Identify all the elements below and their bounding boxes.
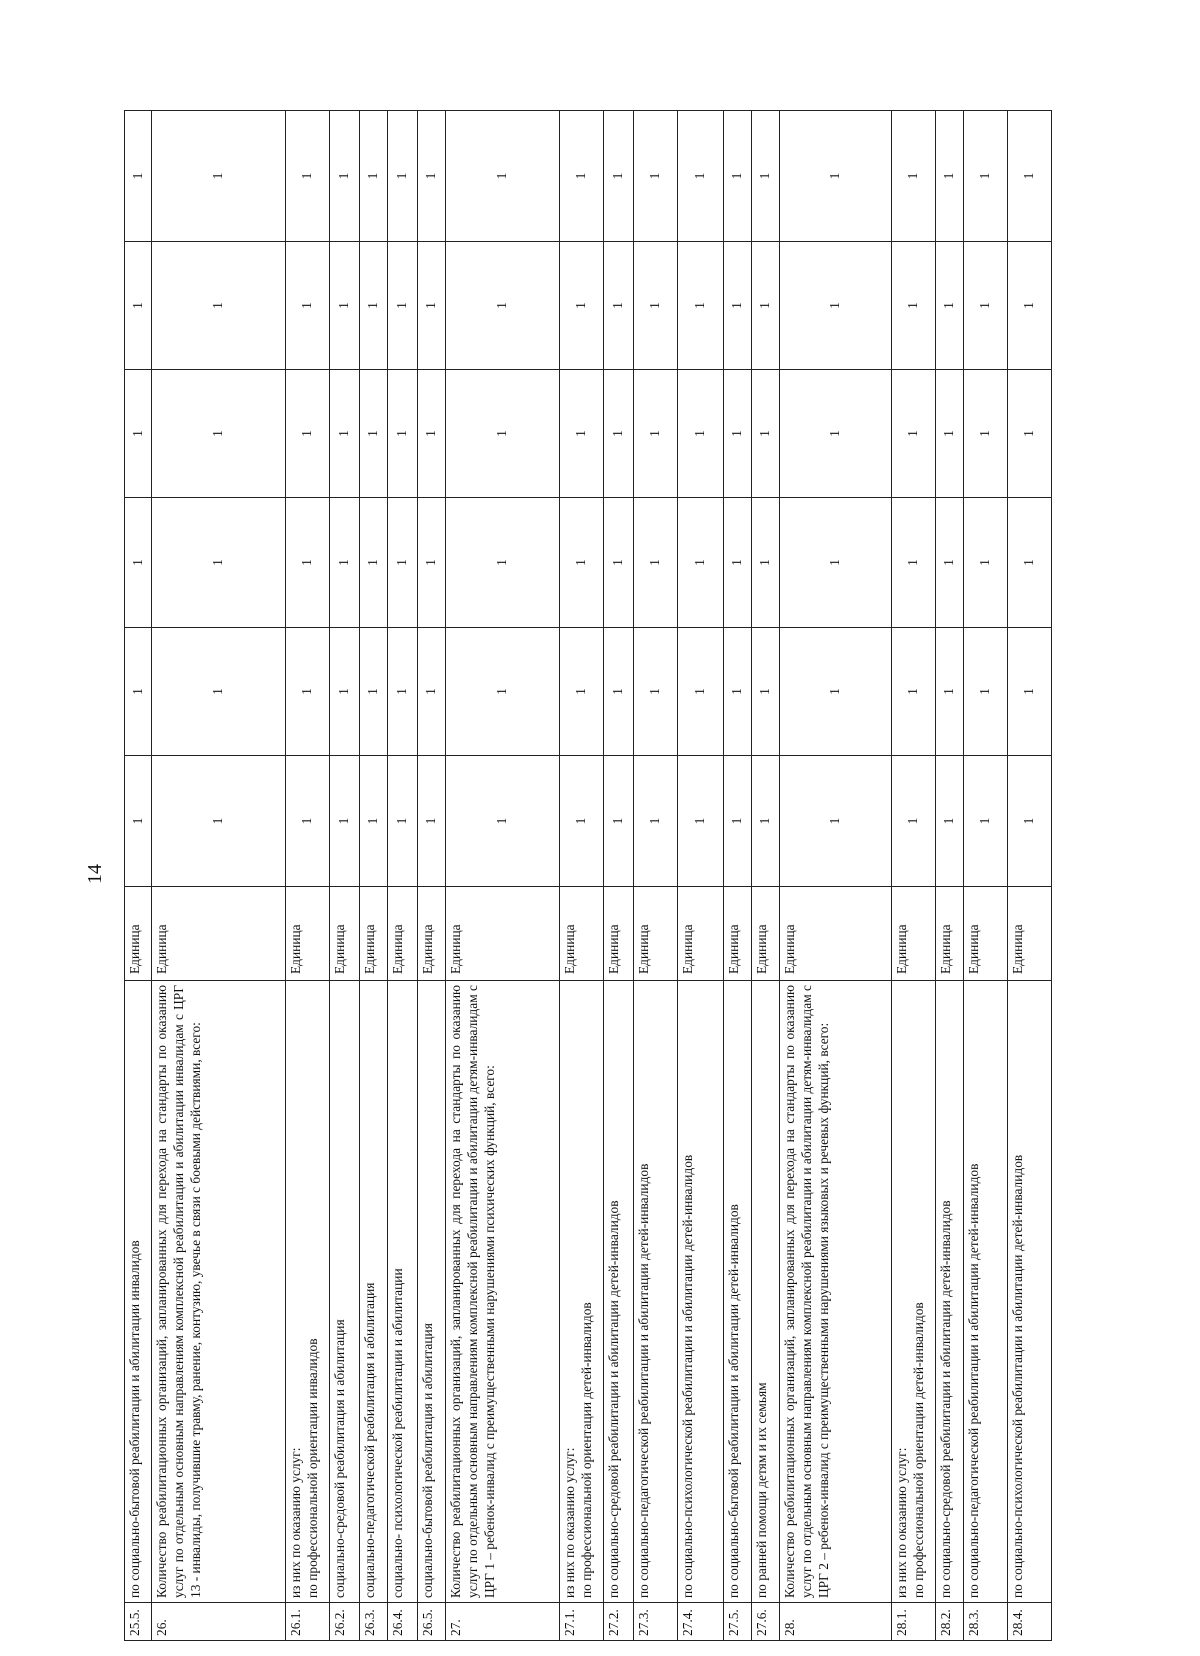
value-cell: 1 (678, 242, 724, 370)
value-cell: 1 (152, 498, 286, 628)
value-cell: 1 (446, 498, 560, 628)
value-cell: 1 (936, 111, 964, 242)
row-unit: Единица (418, 887, 446, 981)
value-cell: 1 (780, 628, 892, 756)
row-unit: Единица (678, 887, 724, 981)
row-unit: Единица (634, 887, 678, 981)
value-cell: 1 (752, 756, 780, 887)
value-cell: 1 (780, 756, 892, 887)
value-cell: 1 (752, 242, 780, 370)
value-cell: 1 (892, 498, 936, 628)
value-cell: 1 (125, 498, 152, 628)
value-cell: 1 (724, 242, 752, 370)
value-cell: 1 (604, 242, 634, 370)
table-row (330, 111, 360, 1641)
value-cell: 1 (1008, 498, 1052, 628)
value-cell: 1 (634, 370, 678, 498)
table-row (418, 111, 446, 1641)
value-cell: 1 (388, 370, 418, 498)
value-cell: 1 (964, 242, 1008, 370)
description-line: Количество реабилитационных организаций, запланированных для перехода на стандарты по оказанию услуг по отдельным основным направлениям комплексной реабилитации и абилитации инвалидам с ЦРГ 13 - инвалиды, получившие травму, ранение, контузию, увечье в связи с боевыми действиями, всего: (154, 985, 203, 1598)
value-cell: 1 (152, 370, 286, 498)
row-unit: Единица (724, 887, 752, 981)
value-cell: 1 (634, 111, 678, 242)
description-line: социально-средовой реабилитация и абилитация (332, 1319, 347, 1598)
value-cell: 1 (724, 498, 752, 628)
row-description (388, 981, 418, 1603)
table-row (678, 111, 724, 1641)
row-number: 27.2. (604, 1603, 634, 1641)
value-cell: 1 (678, 111, 724, 242)
table-row (125, 111, 152, 1641)
row-description (330, 981, 360, 1603)
value-cell: 1 (418, 756, 446, 887)
row-unit: Единица (360, 887, 388, 981)
table-row (780, 111, 892, 1641)
row-number: 26.1. (286, 1603, 330, 1641)
value-cell: 1 (892, 111, 936, 242)
row-unit: Единица (964, 887, 1008, 981)
value-cell: 1 (780, 498, 892, 628)
value-cell: 1 (388, 628, 418, 756)
value-cell: 1 (1008, 370, 1052, 498)
value-cell: 1 (418, 111, 446, 242)
row-number: 28.3. (964, 1603, 1008, 1641)
value-cell: 1 (892, 370, 936, 498)
value-cell: 1 (125, 242, 152, 370)
row-unit: Единица (446, 887, 560, 981)
value-cell: 1 (604, 756, 634, 887)
value-cell: 1 (604, 628, 634, 756)
row-unit: Единица (752, 887, 780, 981)
value-cell: 1 (152, 756, 286, 887)
row-description (152, 981, 286, 1603)
table-container (124, 111, 1104, 1641)
row-number: 25.5. (125, 1603, 152, 1641)
row-unit: Единица (152, 887, 286, 981)
value-cell: 1 (446, 111, 560, 242)
row-unit: Единица (560, 887, 604, 981)
table-row (360, 111, 388, 1641)
value-cell: 1 (125, 628, 152, 756)
value-cell: 1 (604, 498, 634, 628)
value-cell: 1 (964, 756, 1008, 887)
value-cell: 1 (360, 498, 388, 628)
value-cell: 1 (330, 111, 360, 242)
value-cell: 1 (936, 756, 964, 887)
value-cell: 1 (724, 370, 752, 498)
value-cell: 1 (634, 756, 678, 887)
value-cell: 1 (360, 370, 388, 498)
row-description (964, 981, 1008, 1603)
row-description (125, 981, 152, 1603)
value-cell: 1 (125, 370, 152, 498)
value-cell: 1 (678, 498, 724, 628)
value-cell: 1 (446, 628, 560, 756)
value-cell: 1 (724, 756, 752, 887)
table-row (152, 111, 286, 1641)
row-unit: Единица (125, 887, 152, 981)
value-cell: 1 (964, 111, 1008, 242)
value-cell: 1 (1008, 111, 1052, 242)
description-line: по социально-педагогической реабилитации и абилитации детей-инвалидов (966, 1163, 981, 1598)
description-line: по социально-психологической реабилитации и абилитации детей-инвалидов (1010, 1154, 1025, 1598)
value-cell: 1 (418, 628, 446, 756)
table-row (388, 111, 418, 1641)
value-cell: 1 (892, 242, 936, 370)
value-cell: 1 (678, 628, 724, 756)
value-cell: 1 (1008, 628, 1052, 756)
value-cell: 1 (286, 242, 330, 370)
row-description (604, 981, 634, 1603)
row-number: 28.2. (936, 1603, 964, 1641)
value-cell: 1 (634, 242, 678, 370)
value-cell: 1 (286, 628, 330, 756)
description-line: социально-бытовой реабилитация и абилитация (420, 1323, 435, 1598)
value-cell: 1 (634, 628, 678, 756)
row-description (752, 981, 780, 1603)
description-line: социально- психологической реабилитации и абилитации (390, 1268, 405, 1598)
value-cell: 1 (560, 111, 604, 242)
description-line: из них по оказанию услуг: (288, 1447, 303, 1598)
row-description (892, 981, 936, 1603)
description-line: по социально-средовой реабилитации и абилитации детей-инвалидов (606, 1200, 621, 1598)
value-cell: 1 (286, 756, 330, 887)
value-cell: 1 (892, 628, 936, 756)
table-row (936, 111, 964, 1641)
row-unit: Единица (780, 887, 892, 981)
value-cell: 1 (330, 756, 360, 887)
description-line: из них по оказанию услуг: (562, 1447, 577, 1598)
value-cell: 1 (388, 242, 418, 370)
value-cell: 1 (936, 370, 964, 498)
table-row (724, 111, 752, 1641)
row-number: 26. (152, 1603, 286, 1641)
value-cell: 1 (446, 370, 560, 498)
value-cell: 1 (678, 370, 724, 498)
data-table (124, 110, 1052, 1641)
value-cell: 1 (560, 370, 604, 498)
value-cell: 1 (125, 756, 152, 887)
description-line: из них по оказанию услуг: (894, 1447, 909, 1598)
value-cell: 1 (560, 242, 604, 370)
table-body (125, 111, 1052, 1641)
table-row (286, 111, 330, 1641)
value-cell: 1 (418, 370, 446, 498)
value-cell: 1 (152, 242, 286, 370)
description-line: по социально-педагогической реабилитации и абилитации детей-инвалидов (636, 1163, 651, 1598)
description-line: Количество реабилитационных организаций, запланированных для перехода на стандарты по оказанию услуг по отдельным основным направлениям комплексной реабилитации и абилитации детям-инвалидам с ЦРГ 1 – ребенок-инвалид с преимущественными нарушениями психических функций, всего: (448, 985, 497, 1598)
row-unit: Единица (1008, 887, 1052, 981)
value-cell: 1 (724, 628, 752, 756)
row-unit: Единица (892, 887, 936, 981)
table-row (604, 111, 634, 1641)
description-line: по ранней помощи детям и их семьям (754, 1382, 769, 1598)
row-number: 28. (780, 1603, 892, 1641)
description-line: Количество реабилитационных организаций, запланированных для перехода на стандарты по оказанию услуг по отдельным основным направлениям комплексной реабилитации и абилитации детям-инвалидам с ЦРГ 2 – ребенок-инвалид с преимущественными нарушениями языковых и речевых функций, всего: (782, 985, 831, 1598)
row-description (1008, 981, 1052, 1603)
value-cell: 1 (560, 628, 604, 756)
value-cell: 1 (752, 628, 780, 756)
row-description (286, 981, 330, 1603)
description-line: по социально-средовой реабилитации и абилитации детей-инвалидов (938, 1200, 953, 1598)
description-line: по профессиональной ориентации инвалидов (304, 1338, 320, 1598)
value-cell: 1 (360, 111, 388, 242)
value-cell: 1 (604, 111, 634, 242)
value-cell: 1 (752, 370, 780, 498)
value-cell: 1 (780, 111, 892, 242)
row-description (446, 981, 560, 1603)
description-line: по социально-бытовой реабилитации и абилитации детей-инвалидов (726, 1204, 741, 1598)
row-unit: Единица (936, 887, 964, 981)
page-number: 14 (84, 864, 106, 884)
value-cell: 1 (724, 111, 752, 242)
value-cell: 1 (634, 498, 678, 628)
row-number: 26.2. (330, 1603, 360, 1641)
value-cell: 1 (152, 111, 286, 242)
table-row (560, 111, 604, 1641)
row-unit: Единица (330, 887, 360, 981)
value-cell: 1 (964, 498, 1008, 628)
value-cell: 1 (286, 111, 330, 242)
value-cell: 1 (964, 628, 1008, 756)
value-cell: 1 (360, 628, 388, 756)
value-cell: 1 (418, 242, 446, 370)
description-line: по профессиональной ориентации детей-инвалидов (578, 1302, 594, 1598)
value-cell: 1 (892, 756, 936, 887)
description-line: по социально-бытовой реабилитации и абилитации инвалидов (127, 1240, 142, 1598)
value-cell: 1 (286, 370, 330, 498)
value-cell: 1 (780, 242, 892, 370)
row-description (360, 981, 388, 1603)
value-cell: 1 (752, 498, 780, 628)
row-description (560, 981, 604, 1603)
value-cell: 1 (560, 498, 604, 628)
row-description (724, 981, 752, 1603)
value-cell: 1 (152, 628, 286, 756)
value-cell: 1 (1008, 242, 1052, 370)
value-cell: 1 (752, 111, 780, 242)
table-row (892, 111, 936, 1641)
value-cell: 1 (418, 498, 446, 628)
value-cell: 1 (330, 498, 360, 628)
value-cell: 1 (388, 111, 418, 242)
row-number: 26.3. (360, 1603, 388, 1641)
row-description (634, 981, 678, 1603)
value-cell: 1 (604, 370, 634, 498)
value-cell: 1 (286, 498, 330, 628)
value-cell: 1 (964, 370, 1008, 498)
row-number: 27.4. (678, 1603, 724, 1641)
table-row (634, 111, 678, 1641)
value-cell: 1 (388, 756, 418, 887)
value-cell: 1 (125, 111, 152, 242)
row-number: 27.5. (724, 1603, 752, 1641)
value-cell: 1 (330, 242, 360, 370)
value-cell: 1 (330, 370, 360, 498)
table-row (1008, 111, 1052, 1641)
table-row (964, 111, 1008, 1641)
value-cell: 1 (446, 242, 560, 370)
value-cell: 1 (330, 628, 360, 756)
row-number: 27.6. (752, 1603, 780, 1641)
value-cell: 1 (936, 628, 964, 756)
row-number: 26.5. (418, 1603, 446, 1641)
row-unit: Единица (604, 887, 634, 981)
value-cell: 1 (560, 756, 604, 887)
value-cell: 1 (936, 498, 964, 628)
row-description (418, 981, 446, 1603)
row-number: 28.1. (892, 1603, 936, 1641)
value-cell: 1 (936, 242, 964, 370)
value-cell: 1 (678, 756, 724, 887)
row-number: 27. (446, 1603, 560, 1641)
value-cell: 1 (360, 756, 388, 887)
description-line: социально-педагогической реабилитация и абилитация (362, 1282, 377, 1598)
row-number: 28.4. (1008, 1603, 1052, 1641)
value-cell: 1 (446, 756, 560, 887)
row-description (936, 981, 964, 1603)
row-unit: Единица (388, 887, 418, 981)
row-number: 27.1. (560, 1603, 604, 1641)
description-line: по профессиональной ориентации детей-инвалидов (910, 1302, 926, 1598)
row-unit: Единица (286, 887, 330, 981)
value-cell: 1 (1008, 756, 1052, 887)
value-cell: 1 (780, 370, 892, 498)
row-number: 27.3. (634, 1603, 678, 1641)
table-row (446, 111, 560, 1641)
row-description (678, 981, 724, 1603)
row-number: 26.4. (388, 1603, 418, 1641)
value-cell: 1 (388, 498, 418, 628)
table-row (752, 111, 780, 1641)
description-line: по социально-психологической реабилитации и абилитации детей-инвалидов (680, 1154, 695, 1598)
value-cell: 1 (360, 242, 388, 370)
row-description (780, 981, 892, 1603)
